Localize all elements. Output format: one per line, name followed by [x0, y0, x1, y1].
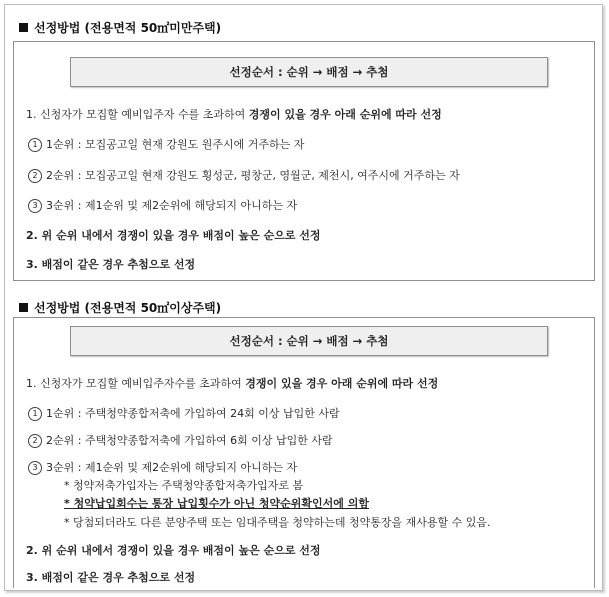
section2-box [13, 317, 595, 588]
document-frame [4, 4, 603, 591]
section1-item1: 1. 신청자가 모집할 예비입주자 수를 초과하여 경쟁이 있을 경우 아래 순위에 따라 선정 [26, 108, 442, 121]
section2-item3: 3. 배점이 같은 경우 추첨으로 선정 [26, 571, 196, 584]
circled-number-icon: 3 [28, 461, 42, 475]
circled-number-icon: 1 [28, 407, 42, 421]
section2-item1: 1. 신청자가 모집할 예비입주자수를 초과하여 경쟁이 있을 경우 아래 순위에 따라 선정 [26, 377, 439, 390]
section1-title: 선정방법 (전용면적 50㎡미만주택) [19, 19, 221, 36]
section2-order: 선정순서 : 순위 → 배점 → 추첨 [70, 326, 548, 356]
section2-note3: * 당첨되더라도 다른 분양주택 또는 임대주택을 청약하는데 청약통장을 재사용할 수 있음. [64, 516, 491, 529]
section2-note2: * 청약납입회수는 통장 납입횟수가 아닌 청약순위확인서에 의함 [64, 497, 370, 510]
square-bullet-icon [19, 303, 28, 312]
circled-number-icon: 2 [28, 169, 42, 183]
section1-rank1: 1 1순위 : 모집공고일 현재 강원도 원주시에 거주하는 자 [28, 136, 304, 152]
section1-box [13, 41, 595, 281]
section2-note1: * 청약저축가입자는 주택청약종합저축가입자로 봄 [64, 479, 304, 492]
circled-number-icon: 1 [28, 138, 42, 152]
section2-rank2: 2 2순위 : 주택청약종합저축에 가입하여 6회 이상 납입한 사람 [28, 432, 333, 448]
square-bullet-icon [19, 23, 28, 32]
section1-rank3: 3 3순위 : 제1순위 및 제2순위에 해당되지 아니하는 자 [28, 197, 297, 213]
circled-number-icon: 3 [28, 199, 42, 213]
section1-item3: 3. 배점이 같은 경우 추첨으로 선정 [26, 258, 196, 271]
section2-rank1: 1 1순위 : 주택청약종합저축에 가입하여 24회 이상 납입한 사람 [28, 405, 340, 421]
section2-title: 선정방법 (전용면적 50㎡이상주택) [19, 299, 221, 316]
section1-item2: 2. 위 순위 내에서 경쟁이 있을 경우 배점이 높은 순으로 선정 [26, 229, 321, 242]
circled-number-icon: 2 [28, 434, 42, 448]
section1-rank2: 2 2순위 : 모집공고일 현재 강원도 횡성군, 평창군, 영월군, 제천시, 여주시에 거주하는 자 [28, 167, 460, 183]
section2-item2: 2. 위 순위 내에서 경쟁이 있을 경우 배점이 높은 순으로 선정 [26, 544, 321, 557]
section2-rank3: 3 3순위 : 제1순위 및 제2순위에 해당되지 아니하는 자 [28, 459, 297, 475]
section1-order: 선정순서 : 순위 → 배점 → 추첨 [70, 57, 548, 87]
